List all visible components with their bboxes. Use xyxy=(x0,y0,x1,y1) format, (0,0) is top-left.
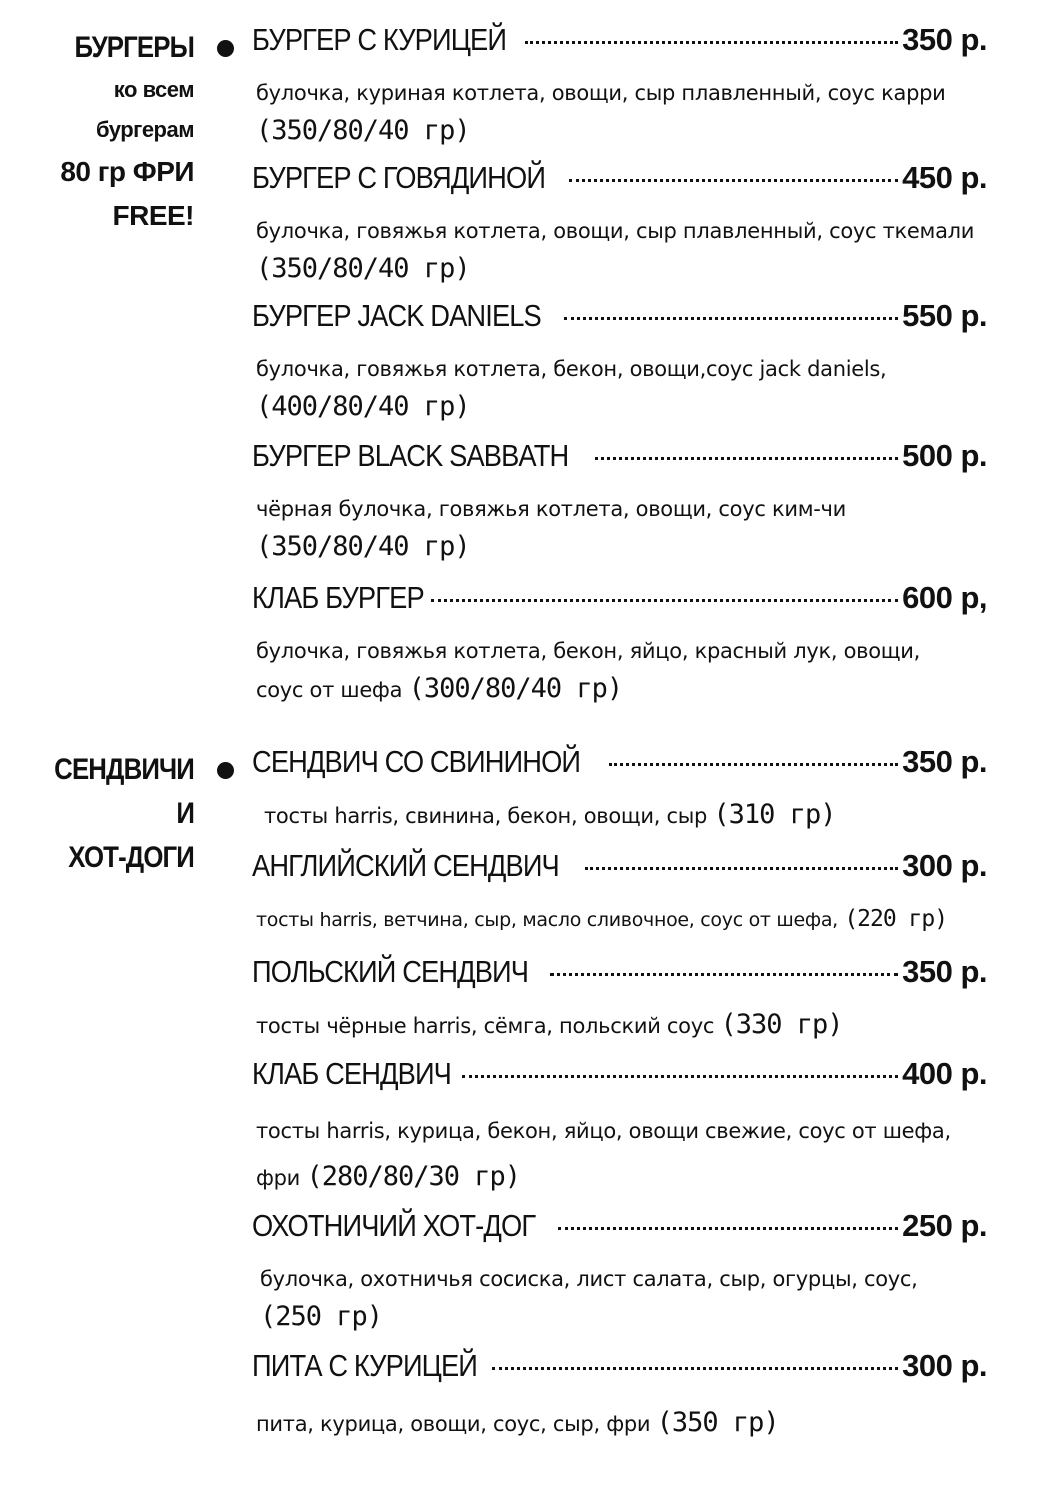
item-ingredients: тосты чёрные harris, сёмга, польский соус xyxy=(256,1014,715,1038)
item-weight: (280/80/30 гр) xyxy=(306,1161,521,1192)
section-note: ко всем xyxy=(113,77,194,102)
item-price: 350 р. xyxy=(902,22,987,57)
item-name: БУРГЕР BLACK SABBATH xyxy=(252,438,569,473)
item-description xyxy=(252,900,1046,939)
item-name: БУРГЕР С КУРИЦЕЙ xyxy=(252,22,507,57)
menu-item xyxy=(252,954,1046,1045)
item-name: ПОЛЬСКИЙ СЕНДВИЧ xyxy=(252,954,529,989)
section-burgers-sidebar xyxy=(20,26,194,238)
item-price: 300 р. xyxy=(902,1348,987,1383)
item-ingredients: тосты harris, ветчина, сыр, масло сливочное, соус от шефа, xyxy=(256,909,838,931)
item-ingredients: булочка, охотничья сосиска, лист салата, сыр, огурцы, соус, xyxy=(260,1267,918,1291)
item-weight: (220 гр) xyxy=(844,906,948,932)
item-ingredients: булочка, говяжья котлета, бекон, овощи,соус jack daniels, xyxy=(256,357,887,381)
item-price: 350 р. xyxy=(902,954,987,989)
item-price: 400 р. xyxy=(902,1056,987,1091)
dotted-leader xyxy=(525,41,898,44)
item-description xyxy=(252,632,1046,709)
item-name: БУРГЕР С ГОВЯДИНОЙ xyxy=(252,160,546,195)
item-ingredients: булочка, говяжья котлета, бекон, яйцо, красный лук, овощи, xyxy=(256,639,920,663)
item-description xyxy=(252,212,1046,289)
item-description xyxy=(252,1400,1046,1447)
bullet-icon xyxy=(217,762,234,779)
menu-item xyxy=(252,1208,1050,1337)
dotted-leader xyxy=(585,867,898,870)
menu-item xyxy=(252,160,1046,289)
item-price: 600 р, xyxy=(902,580,987,615)
dotted-leader xyxy=(564,317,898,320)
item-weight: (350/80/40 гр) xyxy=(256,531,470,562)
item-price: 300 р. xyxy=(902,848,987,883)
menu-item xyxy=(252,1056,1046,1201)
item-description xyxy=(252,1006,1046,1045)
menu-item xyxy=(252,580,1046,709)
dotted-leader xyxy=(609,763,898,766)
bullet-icon xyxy=(217,40,234,57)
item-name: АНГЛИЙСКИЙ СЕНДВИЧ xyxy=(252,848,559,883)
item-description xyxy=(252,490,1046,567)
item-weight: (330 гр) xyxy=(720,1009,843,1040)
item-weight: (350 гр) xyxy=(656,1407,779,1438)
section-title: ХОТ-ДОГИ xyxy=(68,841,194,874)
menu-item xyxy=(252,298,1046,427)
item-ingredients: чёрная булочка, говяжья котлета, овощи, соус ким-чи xyxy=(256,497,846,521)
menu-item xyxy=(252,848,1046,939)
item-description xyxy=(252,350,1046,427)
item-weight: (310 гр) xyxy=(713,799,836,830)
item-ingredients: булочка, говяжья котлета, овощи, сыр плавленный, соус ткемали xyxy=(256,219,975,243)
item-price: 500 р. xyxy=(902,438,987,473)
item-weight: (400/80/40 гр) xyxy=(256,391,470,422)
item-name: БУРГЕР JACK DANIELS xyxy=(252,298,541,333)
item-name: СЕНДВИЧ СО СВИНИНОЙ xyxy=(252,744,581,779)
dotted-leader xyxy=(462,1075,898,1078)
section-note: бургерам xyxy=(95,117,194,142)
item-ingredients-cont: фри xyxy=(256,1166,301,1190)
item-ingredients: булочка, куриная котлета, овощи, сыр плавленный, соус карри xyxy=(256,81,946,105)
item-name: КЛАБ СЕНДВИЧ xyxy=(252,1056,451,1091)
item-weight: (250 гр) xyxy=(260,1301,383,1332)
section-note: 80 гр ФРИ xyxy=(60,156,194,187)
item-price: 550 р. xyxy=(902,298,987,333)
section-sandwiches-sidebar xyxy=(20,748,194,880)
item-description xyxy=(252,1108,1046,1201)
item-ingredients: пита, курица, овощи, соус, сыр, фри xyxy=(256,1412,651,1436)
item-ingredients-cont: соус от шефа xyxy=(256,678,403,702)
item-description xyxy=(252,796,1054,835)
item-name: ПИТА С КУРИЦЕЙ xyxy=(252,1348,478,1383)
item-name: ОХОТНИЧИЙ ХОТ-ДОГ xyxy=(252,1208,536,1243)
item-price: 450 р. xyxy=(902,160,987,195)
item-weight: (350/80/40 гр) xyxy=(256,253,470,284)
section-title: СЕНДВИЧИ xyxy=(54,753,195,786)
item-ingredients: тосты harris, курица, бекон, яйцо, овощи свежие, соус от шефа, xyxy=(256,1119,951,1143)
item-description xyxy=(252,74,1046,151)
section-title: И xyxy=(176,797,194,830)
dotted-leader xyxy=(569,179,898,182)
menu-item xyxy=(252,1348,1046,1447)
item-description xyxy=(252,1260,1050,1337)
dotted-leader xyxy=(550,973,898,976)
item-price: 250 р. xyxy=(902,1208,987,1243)
item-weight: (350/80/40 гр) xyxy=(256,115,470,146)
dotted-leader xyxy=(558,1227,898,1230)
dotted-leader xyxy=(431,599,898,602)
menu-item xyxy=(252,22,1046,151)
menu-item xyxy=(252,438,1046,567)
item-weight: (300/80/40 гр) xyxy=(408,673,623,704)
item-ingredients: тосты harris, свинина, бекон, овощи, сыр xyxy=(264,804,708,828)
section-title: БУРГЕРЫ xyxy=(74,31,194,64)
item-price: 350 р. xyxy=(902,744,987,779)
dotted-leader xyxy=(492,1367,898,1370)
item-name: КЛАБ БУРГЕР xyxy=(252,580,424,615)
section-note: FREE! xyxy=(112,200,194,231)
menu-item xyxy=(252,744,1054,835)
dotted-leader xyxy=(595,457,898,460)
